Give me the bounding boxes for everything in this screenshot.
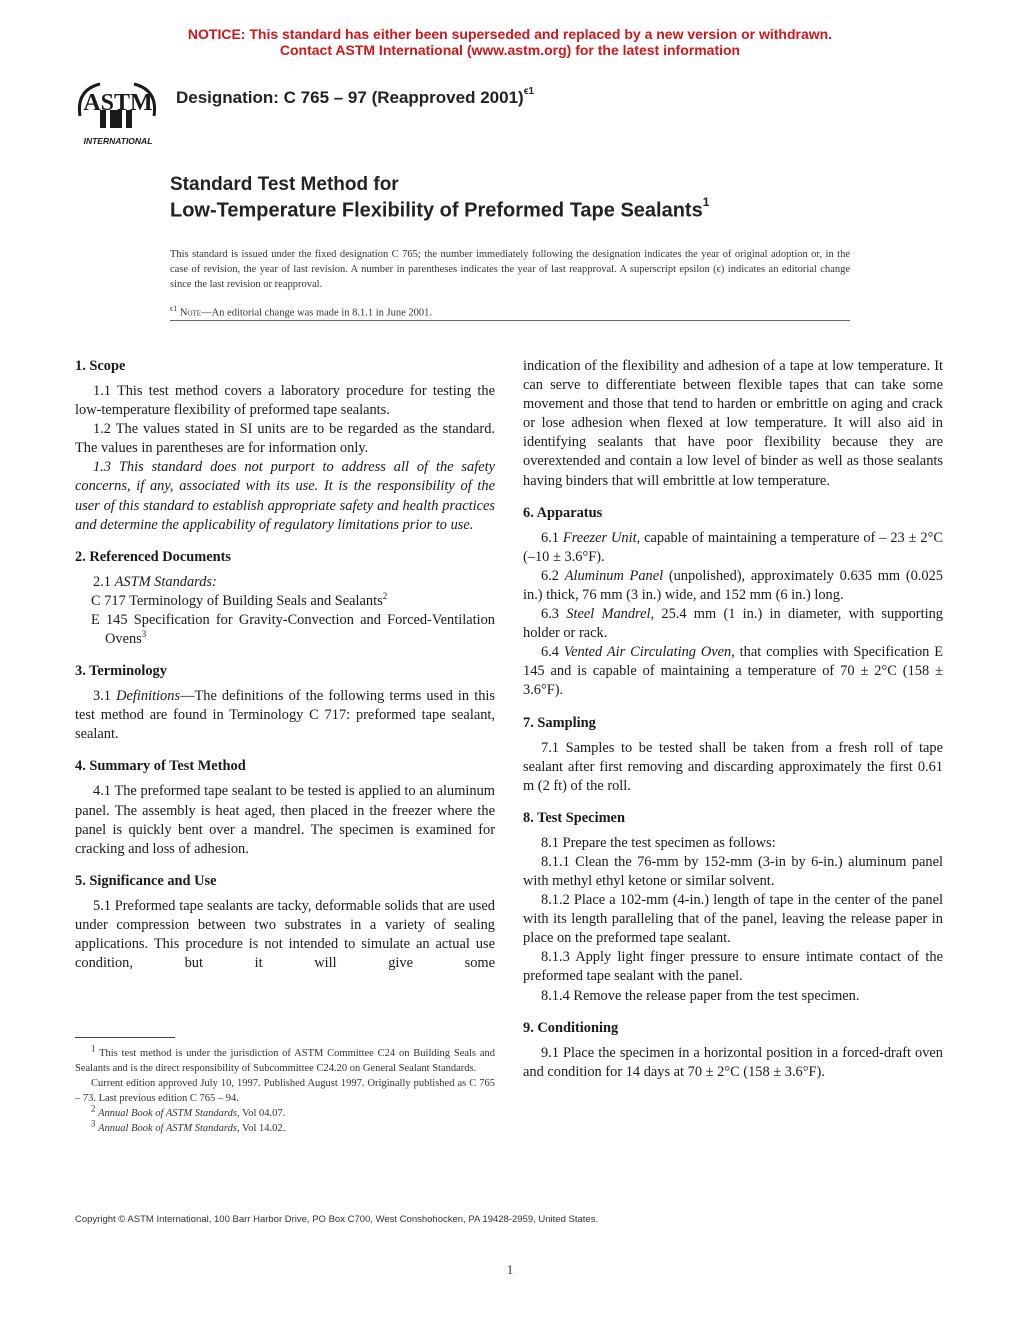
editorial-note-mark: ϵ1	[170, 304, 178, 313]
footnote-2-title: Annual Book of ASTM Standards	[98, 1108, 237, 1119]
para-4-1: 4.1 The preformed tape sealant to be tested is applied to an aluminum panel. The assembly is heat aged, then placed in the freezer where the panel is quickly bent over a mandrel. The specimen is examined for cracking and loss of adhesion.	[75, 783, 495, 857]
para-8-1-2: 8.1.2 Place a 102-mm (4-in.) length of tape in the center of the panel with its length paralleling that of the panel, leaving the release paper in place on the preformed tape sealant.	[523, 892, 943, 947]
para-1-2: 1.2 The values stated in SI units are to be regarded as the standard. The values in parentheses are for information only.	[75, 421, 495, 457]
section-1-heading: 1. Scope	[75, 358, 126, 374]
editorial-note	[170, 304, 850, 319]
para-6-1-item: Freezer Unit	[562, 529, 637, 546]
footnote-2	[75, 1103, 495, 1121]
footnote-3-title: Annual Book of ASTM Standards	[98, 1123, 237, 1134]
section-4-heading: 4. Summary of Test Method	[75, 758, 246, 775]
para-1-3: 1.3 This standard does not purport to address all of the safety concerns, if any, associated with its use. It is the responsibility of the user of this standard to establish appropriate safety and health practices and determine the applicability of regulatory limitations prior to use.	[75, 459, 495, 533]
section-3-heading: 3. Terminology	[75, 663, 167, 680]
logo-text: ASTM	[83, 90, 153, 116]
para-6-1-rest: , capable of maintaining a temperature of – 23 ± 2°C (–10 ± 3.6°F).	[523, 529, 943, 565]
footnote-1-edition: Current edition approved July 10, 1997. Published August 1997. Originally published as C 765 – 73. Last previous edition C 765 – 94.	[75, 1078, 495, 1104]
section-9-heading: 9. Conditioning	[523, 1019, 619, 1036]
para-6-2-item: Aluminum Panel	[564, 567, 664, 584]
para-6-1-num: 6.1	[541, 529, 559, 546]
footnote-3	[75, 1118, 495, 1136]
para-8-1-4: 8.1.4 Remove the release paper from the test specimen.	[541, 987, 860, 1004]
footnote-3-mark: 3	[91, 1118, 96, 1129]
reference-c717-text: C 717 Terminology of Building Seals and Sealants	[91, 592, 383, 609]
para-6-1	[523, 529, 943, 567]
para-6-3-item: Steel Mandrel	[566, 606, 651, 623]
title-text: Low-Temperature Flexibility of Preformed Tape Sealants	[170, 199, 703, 222]
footnote-rule	[75, 1037, 175, 1038]
header-rule	[170, 320, 850, 321]
reference-c717-mark: 2	[382, 591, 388, 602]
reference-c717	[75, 592, 495, 611]
para-6-3	[523, 605, 943, 643]
copyright: Copyright © ASTM International, 100 Barr Harbor Drive, PO Box C700, West Conshohocken, PA 19428-2959, United States.	[75, 1214, 599, 1225]
section-5-heading: 5. Significance and Use	[75, 872, 217, 889]
footnote-1	[75, 1043, 495, 1076]
section-8-heading: 8. Test Specimen	[523, 809, 625, 826]
para-6-3-num: 6.3	[541, 606, 559, 623]
para-6-4-rest: , that complies with Specification E 145 and is capable of maintaining a temperature of 70 ± 2°C (158 ± 3.6°F).	[523, 644, 944, 699]
para-8-1: 8.1 Prepare the test specimen as follows:	[541, 834, 776, 851]
footnote-2-rest: , Vol 04.07.	[236, 1108, 286, 1119]
astm-logo-mark	[70, 76, 166, 152]
editorial-note-text: —An editorial change was made in 8.1.1 in June 2001.	[201, 307, 433, 319]
footnote-1-text: This test method is under the jurisdiction of ASTM Committee C24 on Building Seals and Sealants and is the direct responsibility of Subcommittee C24.20 on General Sealant Standards.	[75, 1048, 495, 1074]
para-1-1: 1.1 This test method covers a laboratory procedure for testing the low-temperature flexibility of preformed tape sealants.	[75, 383, 495, 419]
notice-line-2: Contact ASTM International (www.astm.org) for the latest information	[279, 42, 741, 58]
para-2-1-num: 2.1	[93, 573, 111, 590]
para-5-1-part-a: 5.1 Preformed tape sealants are tacky, deformable solids that are used under compression between two substrates in a variety of sealing applications. This procedure is not intended to simulate an actual use condition, but it will give some	[75, 897, 495, 972]
title-footnote-mark: 1	[702, 195, 710, 209]
para-6-3-rest: , 25.4 mm (1 in.) in diameter, with supporting holder or rack.	[523, 606, 943, 642]
footnote-3-rest: , Vol 14.02.	[236, 1123, 286, 1134]
astm-logo	[70, 76, 166, 152]
para-5-1-part-b: indication of the flexibility and adhesion of a tape at low temperature. It can serve to differentiate between flexible tapes that can take some movement and those that tend to harden or embrittle on aging and crack or lose adhesion when flexed at low temperature. It will also aid in identifying sealants that have poor flexibility because they are overextended and contain a low level of binder as well as those sealants having binders that will embrittle at low temperature.	[523, 358, 943, 489]
para-3-1-term: Definitions	[116, 688, 181, 705]
left-column	[75, 357, 495, 973]
footnote-1-mark: 1	[91, 1043, 96, 1054]
para-3-1-num: 3.1	[93, 688, 111, 705]
issued-note: This standard is issued under the fixed designation C 765; the number immediately following the designation indicates the year of original adoption or, in the case of revision, the year of last revision. A number in parentheses indicates the year of last reapproval. A superscript epsilon (ϵ) indicates an editorial change since the last revision or reapproval.	[170, 249, 850, 290]
para-2-1-title: ASTM Standards:	[114, 573, 217, 590]
reference-e145	[75, 611, 495, 649]
para-6-4	[523, 643, 943, 700]
para-6-2-rest: (unpolished), approximately 0.635 mm (0.025 in.) thick, 76 mm (3 in.) wide, and 152 mm (6 in.) long.	[523, 567, 943, 603]
para-9-1: 9.1 Place the specimen in a horizontal position in a forced-draft oven and condition for 14 days at 70 ± 2°C (158 ± 3.6°F).	[523, 1044, 943, 1080]
para-2-1	[75, 573, 495, 592]
editorial-note-label: Note	[179, 307, 202, 319]
para-7-1: 7.1 Samples to be tested shall be taken from a fresh roll of tape sealant after first removing and discarding approximately the first 0.61 m (2 ft) of the roll.	[523, 739, 943, 794]
section-2-heading: 2. Referenced Documents	[75, 548, 231, 565]
right-column	[523, 357, 943, 1082]
page-number: 1	[506, 1262, 514, 1277]
title-line-2	[170, 195, 710, 223]
para-8-1-3: 8.1.3 Apply light finger pressure to ensure intimate contact of the preformed tape sealant with the panel.	[523, 949, 943, 985]
para-8-1-1: 8.1.1 Clean the 76-mm by 152-mm (3-in by 6-in.) aluminum panel with methyl ethyl ketone or similar solvent.	[523, 853, 943, 889]
reference-e145-text: E 145 Specification for Gravity-Convection and Forced-Ventilation Ovens	[91, 611, 495, 648]
section-7-heading: 7. Sampling	[523, 714, 596, 731]
footnotes	[75, 1043, 495, 1136]
para-3-1	[75, 687, 495, 744]
footnote-2-mark: 2	[91, 1103, 96, 1114]
designation	[176, 88, 534, 108]
logo-subtext: INTERNATIONAL	[83, 136, 153, 146]
reference-e145-mark: 3	[141, 629, 147, 640]
title-line-1: Standard Test Method for	[170, 174, 399, 195]
section-6-heading: 6. Apparatus	[523, 504, 603, 521]
designation-text: Designation: C 765 – 97 (Reapproved 2001)	[176, 88, 524, 107]
para-6-2-num: 6.2	[541, 567, 559, 584]
para-3-1-rest: —The definitions of the following terms used in this test method are found in Terminology C 717: preformed tape sealant, sealant.	[75, 688, 495, 743]
para-6-4-item: Vented Air Circulating Oven	[563, 644, 732, 661]
supersede-notice	[0, 26, 1020, 58]
designation-epsilon: ϵ1	[523, 86, 535, 98]
notice-line-1: NOTICE: This standard has either been superseded and replaced by a new version or withdrawn.	[187, 26, 833, 42]
para-6-4-num: 6.4	[541, 644, 559, 661]
para-6-2	[523, 567, 943, 605]
